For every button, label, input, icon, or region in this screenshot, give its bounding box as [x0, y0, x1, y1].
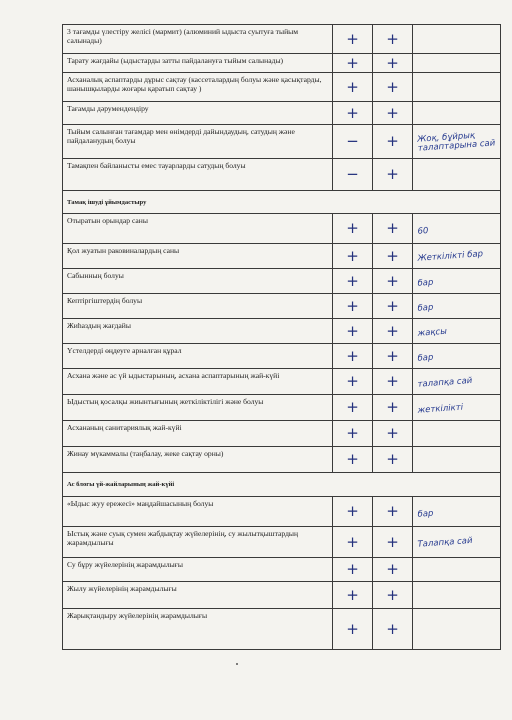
row-description: Жиhаздың жағдайы [63, 319, 333, 344]
mark-column-2: + [373, 54, 413, 73]
row-description: Су бұру жүйелерінің жарамдылығы [63, 558, 333, 582]
mark-column-2: + [373, 447, 413, 473]
handwritten-note: Талапқа сай [412, 523, 502, 560]
row-description: Жинау мүкаммалы (таңбалау, жеке сақтау орны) [63, 447, 333, 473]
mark-column-1: + [333, 421, 373, 447]
mark-column-1: + [333, 73, 373, 102]
handwritten-note: жақсы [412, 315, 502, 346]
row-description: Тарату жағдайы (ыдыстарды затты пайдалануға тыйым салынады) [63, 54, 333, 73]
mark-column-2: + [373, 369, 413, 395]
mark-column-2: + [373, 159, 413, 191]
mark-column-2: + [373, 244, 413, 269]
mark-column-2: + [373, 269, 413, 294]
mark-column-1: − [333, 125, 373, 159]
row-description: Тағамды дәрумендендіру [63, 102, 333, 125]
table-row [63, 269, 501, 294]
table-row [63, 558, 501, 582]
table-row [63, 527, 501, 558]
row-description: Асхананың санитариялық жай-күйі [63, 421, 333, 447]
table-row [63, 421, 501, 447]
mark-column-1: + [333, 369, 373, 395]
table-row [63, 447, 501, 473]
section-title: Тамақ ішуді ұйымдастыру [63, 191, 501, 214]
section-title: Ас блогы үй-жайларының жай-күйі [63, 473, 501, 497]
mark-column-1: + [333, 102, 373, 125]
table-row [63, 214, 501, 244]
section-header-row [63, 473, 501, 497]
table-row [63, 25, 501, 54]
handwritten-note: талапқа сай [412, 365, 502, 397]
handwritten-note: жеткілікті [412, 391, 502, 423]
handwritten-note [412, 443, 502, 475]
table-row [63, 609, 501, 650]
row-description: Тамақпен байланысты емес тауарларды сатудың болуы [63, 159, 333, 191]
mark-column-2: + [373, 527, 413, 558]
mark-column-2: + [373, 102, 413, 125]
mark-column-2: + [373, 609, 413, 650]
table-row [63, 395, 501, 421]
handwritten-note: Жеткілікті бар [412, 240, 502, 271]
mark-column-2: + [373, 497, 413, 527]
handwritten-note: Жоқ, бұйрық талаптарына сай [411, 121, 501, 161]
row-description: Қол жуатын раковиналардың саны [63, 244, 333, 269]
handwritten-note: бар [412, 290, 502, 321]
row-description: Ыстық және суық сумен жабдықтау жүйелерінің, су жылытқыштардың жарамдылығы [63, 527, 333, 558]
table-row [63, 159, 501, 191]
table-row [63, 369, 501, 395]
row-description: Асхана және ас үй ыдыстарының, асхана аспаптарының жай-күйі [63, 369, 333, 395]
handwritten-note: бар [412, 340, 502, 371]
paper-speck [236, 663, 238, 665]
table-row [63, 102, 501, 125]
checklist-table [62, 24, 501, 650]
row-description: Кептіргіштердің болуы [63, 294, 333, 319]
mark-column-1: + [333, 527, 373, 558]
mark-column-1: + [333, 244, 373, 269]
mark-column-1: + [333, 447, 373, 473]
row-description: Ыдыстың қосалқы жиынтығының жеткіліктілігі және болуы [63, 395, 333, 421]
mark-column-1: + [333, 395, 373, 421]
row-description: Асханалық аспаптарды дұрыс сақтау (кассеталардың болуы және қасықтарды, шанышқыларды жоғары қаратып сақтау ) [63, 73, 333, 102]
handwritten-note [411, 155, 501, 193]
row-description: Үстелдерді өңдеуге арналған құрал [63, 344, 333, 369]
handwritten-note: 60 [412, 210, 502, 246]
mark-column-1: + [333, 214, 373, 244]
row-description: Отыратын орындар саны [63, 214, 333, 244]
handwritten-note: бар [412, 493, 502, 529]
table-row [63, 344, 501, 369]
table-row [63, 497, 501, 527]
section-header-row [63, 191, 501, 214]
table-row [63, 244, 501, 269]
row-description: Жылу жүйелерінің жарамдылығы [63, 582, 333, 609]
mark-column-2: + [373, 214, 413, 244]
table-row [63, 319, 501, 344]
mark-column-2: + [373, 125, 413, 159]
row-description: Сабынның болуы [63, 269, 333, 294]
mark-column-2: + [373, 582, 413, 609]
row-description: Жарықтандыру жүйелерінің жарамдылығы [63, 609, 333, 650]
mark-column-2: + [373, 294, 413, 319]
mark-column-1: + [333, 319, 373, 344]
mark-column-1: + [333, 269, 373, 294]
mark-column-1: + [333, 344, 373, 369]
mark-column-1: + [333, 609, 373, 650]
row-description: 3 тағамды үлестіру желісі (мармит) (алюминий ыдыста суытуға тыйым салынады) [63, 25, 333, 54]
mark-column-1: + [333, 294, 373, 319]
mark-column-1: + [333, 582, 373, 609]
table-row [63, 73, 501, 102]
mark-column-2: + [373, 73, 413, 102]
table-row [63, 54, 501, 73]
row-description: Тыйым салынған тағамдар мен өнімдерді дайындаудың, сатудың және пайдаланудың болуы [63, 125, 333, 159]
table-row [63, 294, 501, 319]
mark-column-2: + [373, 558, 413, 582]
mark-column-2: + [373, 319, 413, 344]
row-description: «Ыдыс жуу ережесі» маңдайшасының болуы [63, 497, 333, 527]
mark-column-2: + [373, 25, 413, 54]
mark-column-1: + [333, 25, 373, 54]
mark-column-2: + [373, 344, 413, 369]
handwritten-note: бар [412, 265, 502, 296]
mark-column-1: + [333, 54, 373, 73]
handwritten-note [411, 605, 502, 652]
table-row [63, 125, 501, 159]
mark-column-1: + [333, 558, 373, 582]
mark-column-2: + [373, 421, 413, 447]
mark-column-1: + [333, 497, 373, 527]
mark-column-1: − [333, 159, 373, 191]
mark-column-2: + [373, 395, 413, 421]
table-row [63, 582, 501, 609]
